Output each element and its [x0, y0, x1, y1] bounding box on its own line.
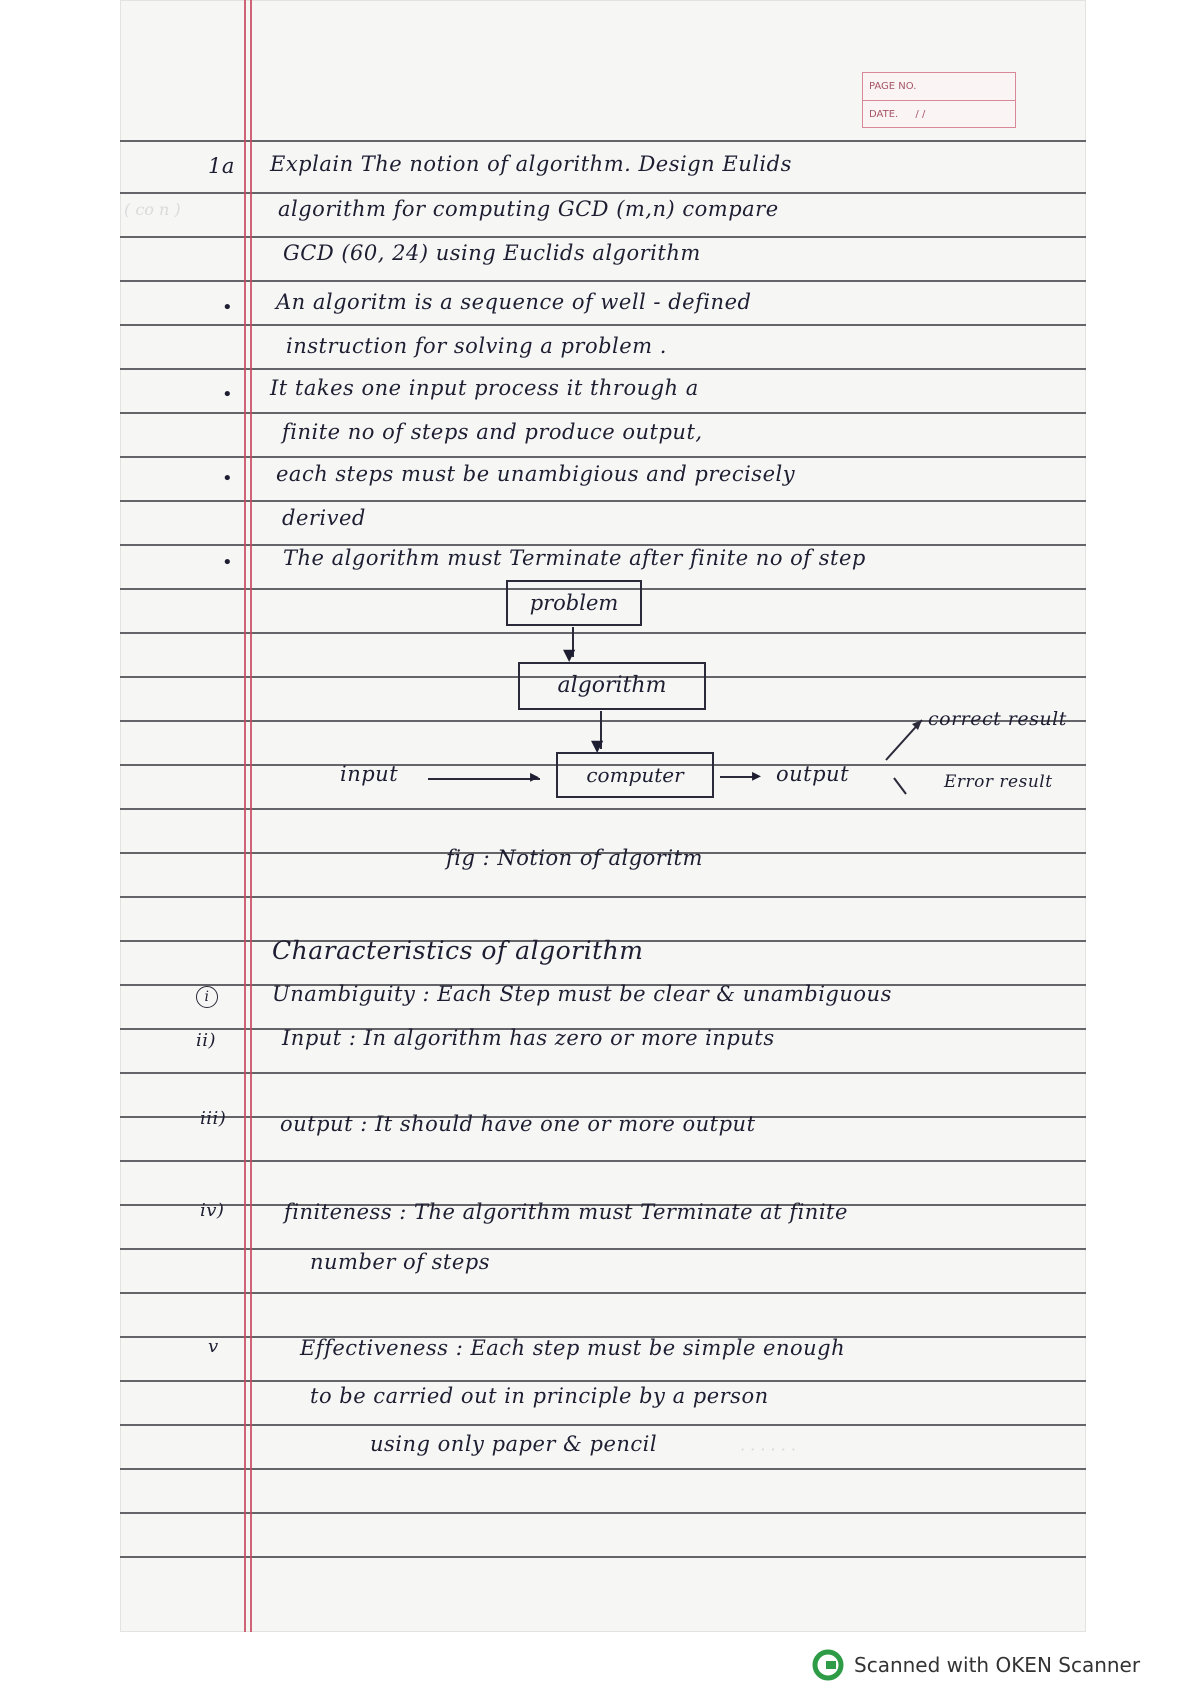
characteristic-line: Unambiguity : Each Step must be clear & unambiguous	[272, 982, 892, 1006]
ruled-line	[120, 368, 1086, 370]
characteristic-line: Effectiveness : Each step must be simple enough	[300, 1336, 846, 1360]
ruled-line	[120, 1160, 1086, 1162]
question-line: Explain The notion of algorithm. Design Eulids	[270, 152, 792, 176]
bullet-line: instruction for solving a problem .	[286, 334, 667, 358]
computer-box: computer	[556, 752, 714, 798]
question-line: algorithm for computing GCD (m,n) compare	[278, 197, 779, 221]
question-number: 1a	[208, 154, 235, 178]
scanner-logo-icon	[812, 1649, 844, 1681]
ruled-line	[120, 192, 1086, 194]
ruled-line	[120, 140, 1086, 142]
ruled-line	[120, 236, 1086, 238]
bullet-line: each steps must be unambigious and precisely	[276, 462, 796, 486]
arrow-to-error-result	[894, 778, 906, 794]
page-date-box	[862, 72, 1016, 128]
input-label: input	[340, 762, 399, 786]
bullet-line: An algoritm is a sequence of well - defined	[276, 290, 752, 314]
problem-box: problem	[506, 580, 642, 626]
ruled-line	[120, 456, 1086, 458]
correct-result-label: correct result	[928, 708, 1067, 730]
ruled-line	[120, 1248, 1086, 1250]
algorithm-box: algorithm	[518, 662, 706, 710]
characteristics-heading: Characteristics of algorithm	[272, 936, 644, 965]
ruled-line	[120, 632, 1086, 634]
figure-caption: fig : Notion of algoritm	[446, 846, 703, 870]
error-result-label: Error result	[944, 772, 1053, 792]
ruled-line	[120, 1468, 1086, 1470]
bullet-marker: •	[222, 384, 234, 405]
margin-line	[250, 0, 252, 1632]
arrow-input-to-computer	[428, 778, 540, 780]
characteristic-line: to be carried out in principle by a person	[310, 1384, 769, 1408]
characteristic-line: finiteness : The algorithm must Terminate at finite	[284, 1200, 848, 1224]
scanner-text: Scanned with OKEN Scanner	[854, 1653, 1141, 1677]
page-number-field: PAGE NO.	[869, 81, 917, 92]
characteristic-line: output : It should have one or more output	[280, 1112, 756, 1136]
item-marker: ii)	[196, 1030, 217, 1051]
output-label: output	[776, 762, 850, 786]
arrow-head-down-icon: ▼	[591, 736, 604, 755]
ruled-line	[120, 1380, 1086, 1382]
bullet-line: derived	[282, 506, 366, 530]
bullet-marker: •	[222, 297, 234, 318]
ruled-line	[120, 896, 1086, 898]
arrow-head-right-icon: ▸	[752, 765, 762, 786]
ruled-line	[120, 324, 1086, 326]
bleed-through-text: · · · · · ·	[740, 1440, 796, 1459]
bullet-line: The algorithm must Terminate after finite no of step	[283, 546, 866, 570]
ruled-line	[120, 1556, 1086, 1558]
date-field: DATE. / /	[863, 100, 1015, 127]
bullet-line: finite no of steps and produce output,	[282, 420, 703, 444]
ruled-line	[120, 1292, 1086, 1294]
ruled-line	[120, 1072, 1086, 1074]
characteristic-line: Input : In algorithm has zero or more inputs	[282, 1026, 775, 1050]
bullet-marker: •	[222, 468, 234, 489]
bleed-through-text: ( co n )	[124, 200, 181, 219]
characteristic-line: using only paper & pencil	[370, 1432, 658, 1456]
bullet-marker: •	[222, 552, 234, 573]
ruled-line	[120, 1424, 1086, 1426]
arrow-head-down-icon: ▼	[563, 645, 576, 664]
characteristic-line: number of steps	[310, 1250, 491, 1274]
margin-line	[244, 0, 246, 1632]
ruled-line	[120, 500, 1086, 502]
item-marker: iv)	[200, 1200, 225, 1221]
ruled-line	[120, 808, 1086, 810]
arrow-head-right-icon: ▸	[530, 766, 540, 787]
ruled-line	[120, 1512, 1086, 1514]
ruled-line	[120, 280, 1086, 282]
item-marker: v	[208, 1336, 219, 1357]
question-line: GCD (60, 24) using Euclids algorithm	[283, 241, 701, 265]
item-marker-circled: i	[196, 986, 218, 1008]
item-marker: iii)	[200, 1108, 227, 1129]
ruled-line	[120, 412, 1086, 414]
scanner-watermark	[812, 1647, 1140, 1683]
bullet-line: It takes one input process it through a	[270, 376, 699, 400]
